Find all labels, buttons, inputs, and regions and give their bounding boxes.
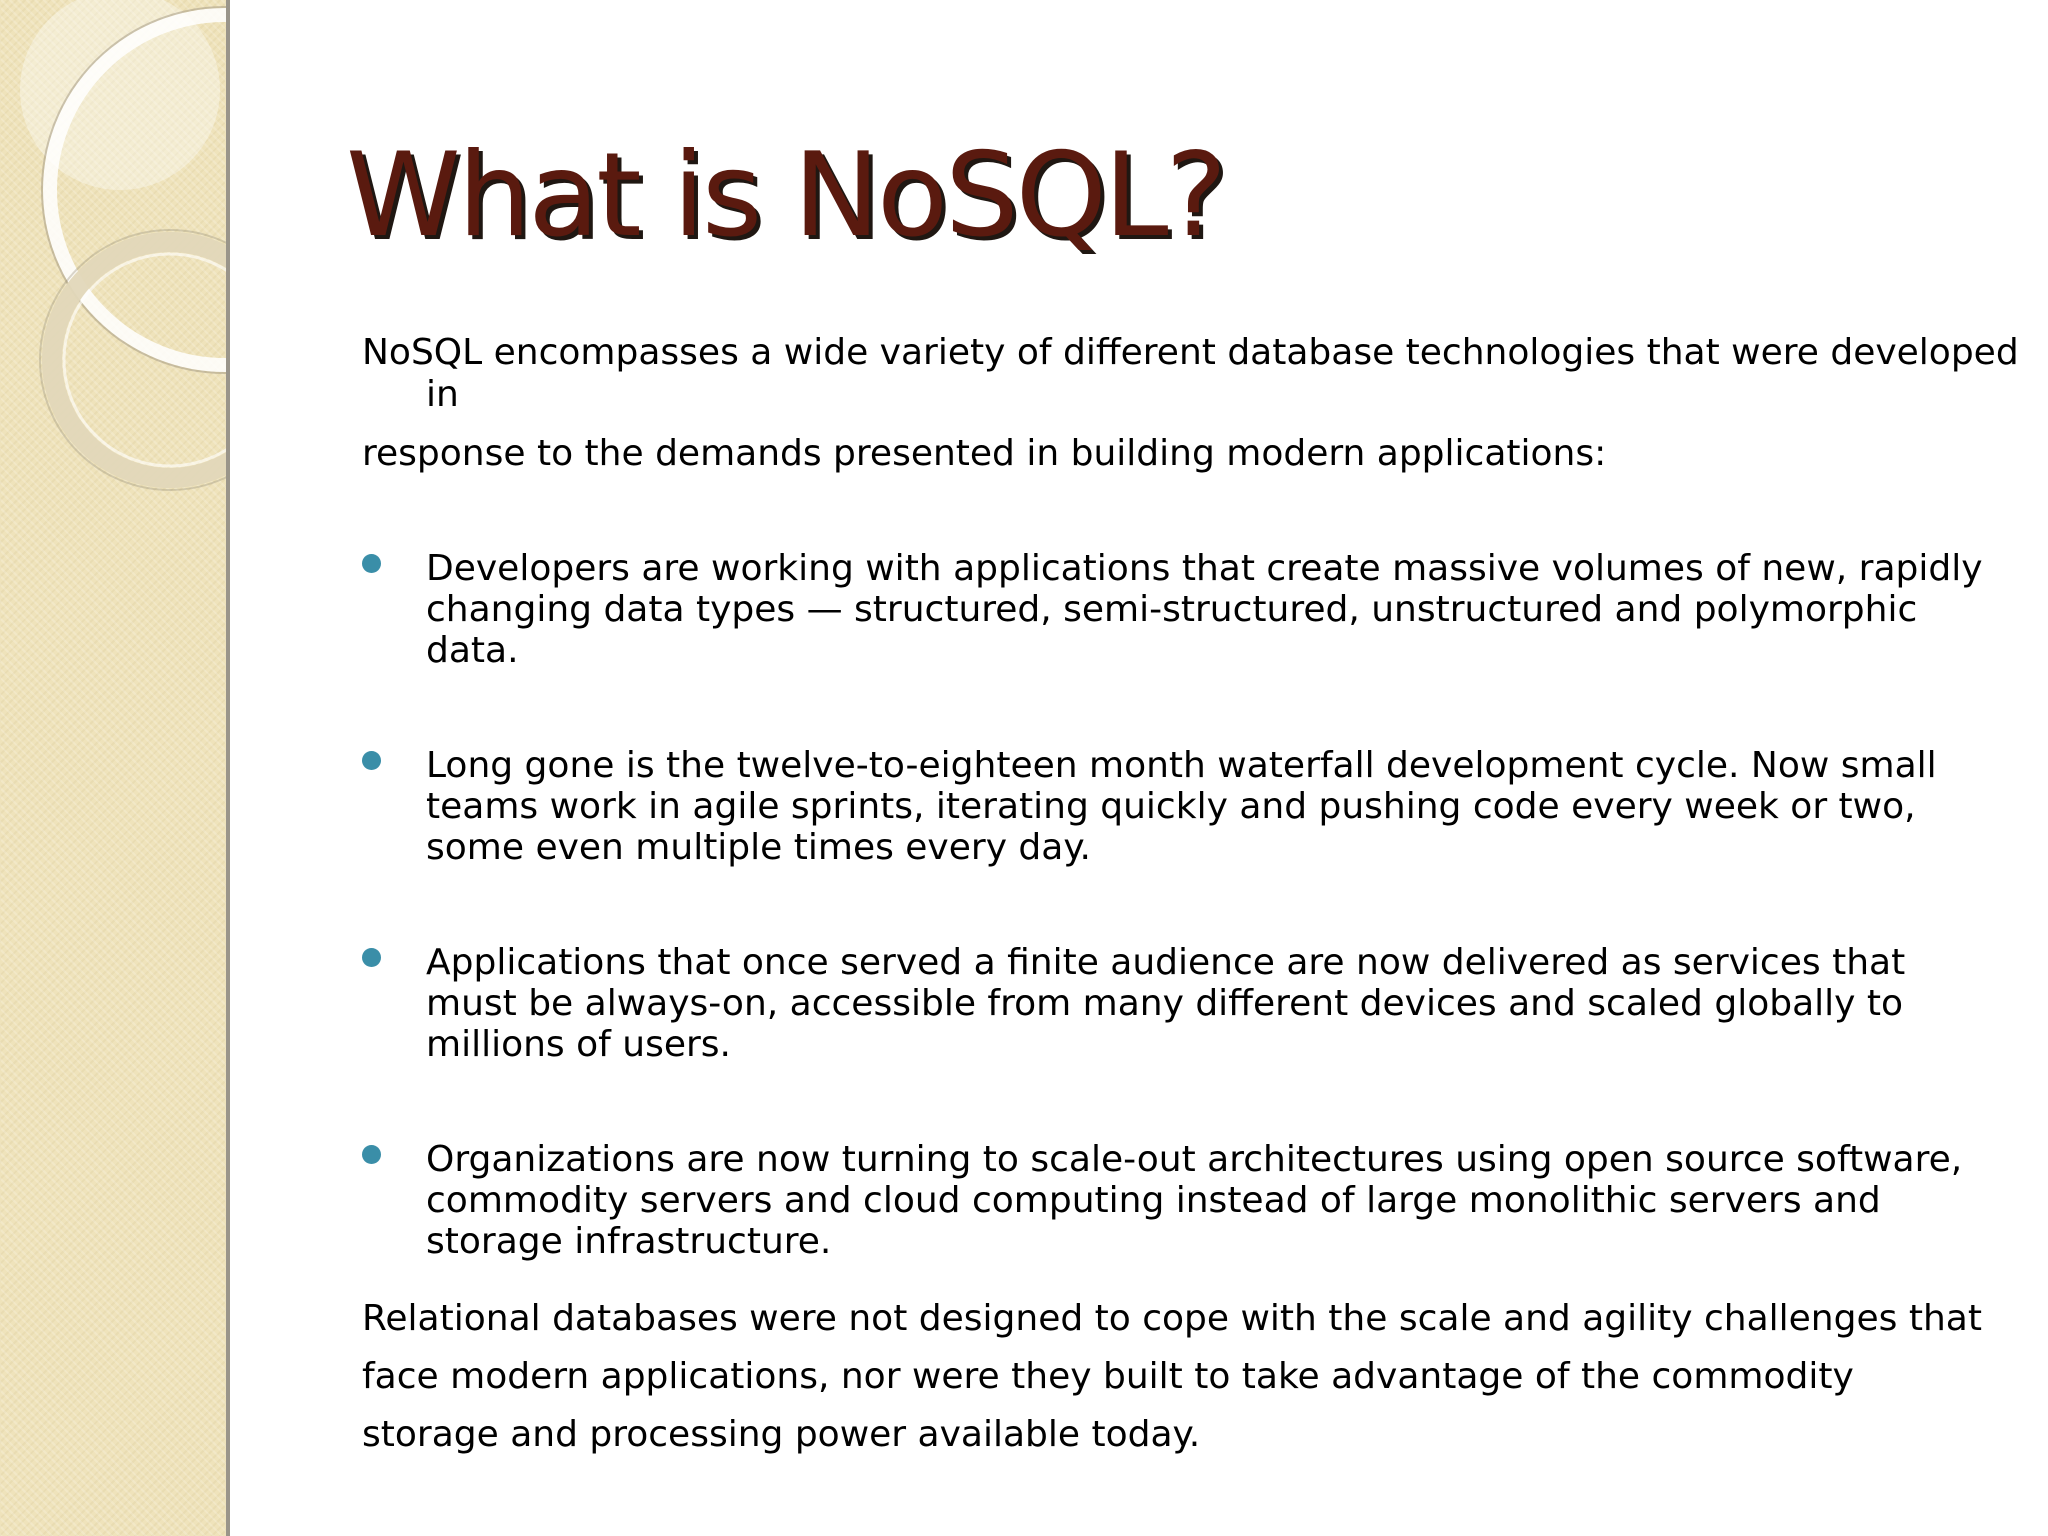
bullet-dot-icon [362,554,381,573]
list-item [362,548,2002,671]
bullet-list [362,548,2002,1262]
slide-content [230,0,2048,1536]
bullet-text: Long gone is the twelve-to-eighteen month waterfall development cycle. Now small teams work in agile sprints, iterating quickly and pushing code every week or two, some even multiple times every day. [426,745,1937,868]
list-item [362,745,2002,868]
list-item [362,1139,2002,1262]
bullet-text: Organizations are now turning to scale-out architectures using open source software, commodity servers and cloud computing instead of large monolithic servers and storage infrastructure. [426,1139,1963,1262]
bullet-dot-icon [362,948,381,967]
bullet-text: Developers are working with applications that create massive volumes of new, rapidly changing data types — structured, semi-structured, unstructured and polymorphic data. [426,548,1983,671]
decorative-sidebar [0,0,230,1536]
bullet-dot-icon [362,1145,381,1164]
slide-title: What is NoSQL? [346,128,1225,263]
bullet-text: Applications that once served a finite audience are now delivered as services that must be always-on, accessible from many different devices and scaled globally to millions of users. [426,942,1906,1065]
intro-paragraph-line-2: response to the demands presented in building modern applications: [362,433,1607,474]
list-item [362,942,2002,1065]
closing-paragraph: Relational databases were not designed to cope with the scale and agility challenges that face modern applications, nor were they built to take advantage of the commodity storage and processing power available today. [362,1298,1982,1455]
bullet-dot-icon [362,751,381,770]
decorative-rings-icon [0,0,230,520]
intro-paragraph-line-1: NoSQL encompasses a wide variety of different database technologies that were developed in [362,332,2019,415]
